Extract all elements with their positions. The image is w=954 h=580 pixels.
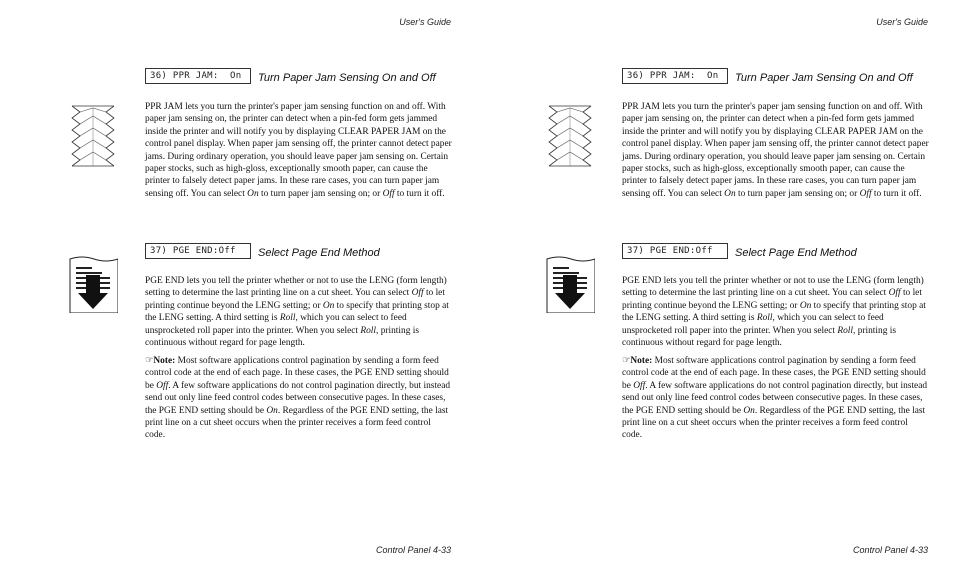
page-footer: Control Panel 4-33 — [852, 545, 928, 555]
note-paragraph: ☞Note: Most software applications control pagination by sending a form feed control code at the end of each page. In these cases, the PGE END setting should be Off. A few software applications do not control pagination directly, but instead send out only line feed control codes between consecutive pages. In these cases, the PGE END setting should be On. Regardless of the PGE END setting, the last print line on a cut sheet occurs when the printer receives a form feed control code. — [622, 356, 928, 441]
pointing-hand-icon: ☞ — [622, 356, 631, 366]
pge-end-lcd-display: 37) PGE END:Off — [622, 243, 728, 259]
paper-jam-icon — [68, 104, 118, 168]
page-end-arrow-icon — [68, 255, 118, 313]
pge-end-lcd-display: 37) PGE END:Off — [145, 243, 251, 259]
section-title-page-end: Select Page End Method — [258, 247, 380, 259]
ppr-jam-lcd-display: 36) PPR JAM: On — [145, 68, 251, 84]
right-page — [477, 0, 954, 580]
page-end-paragraph: PGE END lets you tell the printer whether or not to use the LENG (form length) setting to determine the last printing line on a cut sheet. You can select Off to let printing continue beyond the LENG setting; or On to specify that printing stop at the LENG setting. A third setting is Roll, which you can select to feed unsprocketed roll paper into the printer. When you select Roll, printing is continuous without regard for page length. — [622, 276, 926, 349]
page-end-paragraph: PGE END lets you tell the printer whether or not to use the LENG (form length) setting to determine the last printing line on a cut sheet. You can select Off to let printing continue beyond the LENG setting; or On to specify that printing stop at the LENG setting. A third setting is Roll, which you can select to feed unsprocketed roll paper into the printer. When you select Roll, printing is continuous without regard for page length. — [145, 276, 449, 349]
running-header: User's Guide — [399, 17, 451, 27]
section-title-page-end: Select Page End Method — [735, 247, 857, 259]
running-header: User's Guide — [876, 17, 928, 27]
section-title-paper-jam: Turn Paper Jam Sensing On and Off — [258, 72, 436, 84]
ppr-jam-lcd-display: 36) PPR JAM: On — [622, 68, 728, 84]
paper-jam-icon — [545, 104, 595, 168]
page-end-arrow-icon — [545, 255, 595, 313]
pointing-hand-icon: ☞ — [145, 356, 154, 366]
section-title-paper-jam: Turn Paper Jam Sensing On and Off — [735, 72, 913, 84]
paper-jam-paragraph: PPR JAM lets you turn the printer's paper jam sensing function on and off. With paper jam sensing on, the printer can detect when a pin-fed form gets jammed inside the printer and will notify you by displaying CLEAR PAPER JAM on the control panel display. When paper jam sensing off, the printer cannot detect paper jams. During ordinary operation, you should leave paper jam sensing on. Certain paper stocks, such as high-gloss, exceptionally smooth paper, can cause the printer to falsely detect paper jams. In these rare cases, you can turn paper jam sensing off. You can select On to turn paper jam sensing on; or Off to turn it off. — [145, 102, 452, 199]
note-paragraph: ☞Note: Most software applications control pagination by sending a form feed control code at the end of each page. In these cases, the PGE END setting should be Off. A few software applications do not control pagination directly, but instead send out only line feed control codes between consecutive pages. In these cases, the PGE END setting should be On. Regardless of the PGE END setting, the last print line on a cut sheet occurs when the printer receives a form feed control code. — [145, 356, 451, 441]
paper-jam-paragraph: PPR JAM lets you turn the printer's paper jam sensing function on and off. With paper jam sensing on, the printer can detect when a pin-fed form gets jammed inside the printer and will notify you by displaying CLEAR PAPER JAM on the control panel display. When paper jam sensing off, the printer cannot detect paper jams. During ordinary operation, you should leave paper jam sensing on. Certain paper stocks, such as high-gloss, exceptionally smooth paper, can cause the printer to falsely detect paper jams. In these rare cases, you can turn paper jam sensing off. You can select On to turn paper jam sensing on; or Off to turn it off. — [622, 102, 929, 199]
page-footer: Control Panel 4-33 — [375, 545, 451, 555]
